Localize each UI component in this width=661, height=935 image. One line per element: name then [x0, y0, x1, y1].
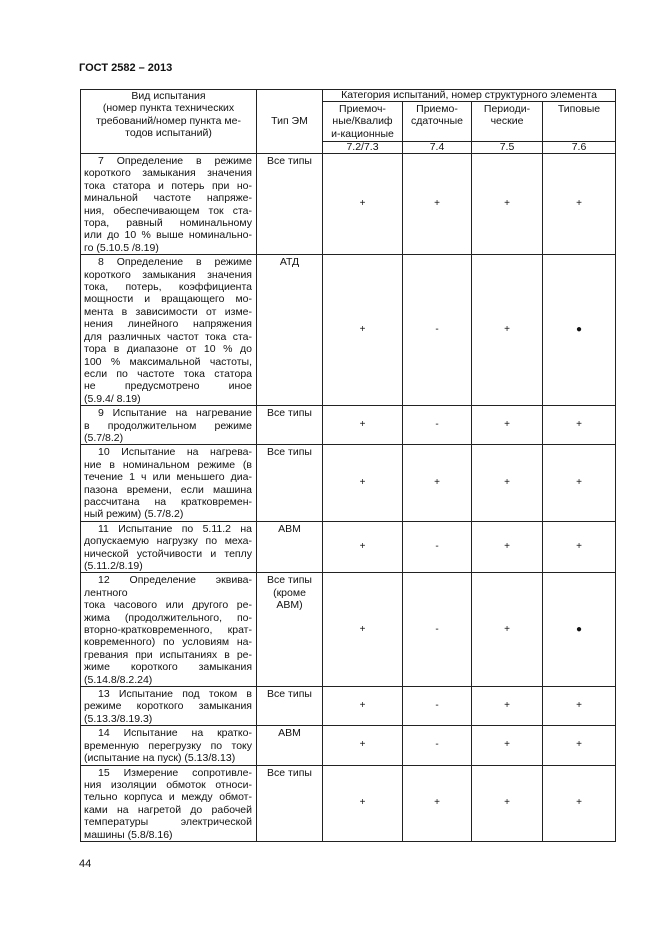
mark-symbol: + — [359, 197, 366, 209]
test-name-line: допускаемую нагрузку по меха- — [84, 535, 252, 548]
mark-symbol: + — [576, 197, 582, 209]
machine-type-cell: Все типы — [257, 687, 323, 726]
document-title: ГОСТ 2582 – 2013 — [79, 62, 173, 74]
test-name-line: 9 Испытание на нагревание — [98, 407, 252, 420]
machine-type-cell: АВМ — [257, 521, 323, 573]
category-header-text: Категория испытаний, номер структурного элемента — [341, 89, 597, 101]
mark-delivery — [403, 573, 472, 687]
column-header-test-text: Вид испытания (номер пункта технических требований/номер пункта ме- тодов испытаний) — [96, 90, 241, 140]
mark-symbol: - — [435, 739, 439, 751]
category-delivery-header — [403, 102, 472, 142]
mark-type — [543, 255, 616, 406]
category-periodic-header — [472, 102, 543, 142]
test-name-line: нения линейного напряжения — [84, 318, 252, 331]
test-name-cell — [81, 154, 257, 255]
test-name-line: ками на нагретой до рабочей — [84, 803, 252, 816]
mark-symbol: + — [359, 739, 366, 751]
table-row — [81, 255, 616, 406]
mark-symbol: + — [576, 699, 582, 711]
test-name-line: тока, потерь, коэффициента — [84, 281, 252, 294]
mark-periodic — [472, 573, 543, 687]
test-name-line: 7 Определение в режиме — [98, 155, 252, 167]
mark-symbol: + — [359, 540, 366, 552]
category-acceptance-number: 7.2/7.3 — [323, 142, 403, 154]
test-name-line: тора в диапазоне от 10 % до — [84, 343, 252, 356]
mark-periodic — [472, 406, 543, 445]
mark-type — [543, 726, 616, 765]
test-name-line: временную перегрузку по току — [84, 739, 252, 752]
mark-symbol: + — [504, 476, 510, 488]
mark-symbol: + — [504, 540, 510, 552]
mark-symbol: + — [359, 476, 366, 488]
mark-acceptance — [323, 573, 403, 687]
test-name-line: короткого замыкания значения — [84, 167, 252, 180]
mark-acceptance — [323, 406, 403, 445]
test-name-line: 14 Испытание на кратко- — [98, 727, 252, 740]
test-name-line: машины (5.8/8.16) — [84, 828, 173, 841]
mark-symbol: + — [504, 419, 510, 431]
machine-type-cell: Все типы (кроме АВМ) — [257, 573, 323, 687]
test-name-cell — [81, 255, 257, 406]
table-body — [81, 154, 616, 842]
test-name-line: в продолжительном режиме — [84, 419, 252, 432]
test-name-line: (испытание на пуск) (5.13/8.13) — [84, 752, 236, 765]
test-name-line: 10 Испытание на нагрева- — [98, 446, 252, 459]
test-name-cell — [81, 573, 257, 687]
column-header-type-text: Тип ЭМ — [271, 115, 308, 128]
test-categories-table — [80, 89, 616, 842]
machine-type-cell: АТД — [257, 255, 323, 406]
category-header — [323, 90, 616, 102]
test-name-line: 13 Испытание под током в — [98, 688, 252, 701]
mark-symbol: + — [504, 739, 510, 751]
test-name-cell — [81, 687, 257, 726]
table-row — [81, 521, 616, 573]
mark-acceptance — [323, 445, 403, 521]
column-header-test — [81, 90, 257, 154]
test-name-line: ния изоляции обмоток относи- — [84, 778, 252, 791]
test-name-line: жима (продолжительного, по- — [84, 611, 252, 624]
bullet-icon: ● — [575, 323, 583, 335]
test-name-line: жиме короткого замыкания — [84, 661, 252, 674]
mark-symbol: + — [576, 540, 582, 552]
mark-symbol: + — [504, 323, 510, 335]
mark-acceptance — [323, 726, 403, 765]
mark-symbol: + — [359, 419, 366, 431]
mark-symbol: + — [576, 797, 582, 809]
mark-acceptance — [323, 154, 403, 255]
test-name-line: минальной частоте напряже- — [84, 192, 252, 205]
mark-type — [543, 154, 616, 255]
test-name-line: 100 % максимальной частоты, — [84, 355, 252, 368]
category-delivery-number: 7.4 — [403, 142, 472, 154]
machine-type-cell: АВМ — [257, 726, 323, 765]
category-type-label: Типовые — [557, 103, 601, 115]
mark-type — [543, 521, 616, 573]
test-name-line: мента в зависимости от изме- — [84, 305, 252, 318]
mark-periodic — [472, 445, 543, 521]
mark-symbol: + — [504, 623, 510, 635]
table-row — [81, 445, 616, 521]
mark-symbol: + — [576, 476, 582, 488]
mark-type — [543, 573, 616, 687]
mark-symbol: + — [359, 623, 366, 635]
test-name-line: или до 10 % выше номинально- — [84, 229, 252, 242]
bullet-icon: ● — [575, 623, 583, 635]
mark-delivery — [403, 726, 472, 765]
mark-periodic — [472, 255, 543, 406]
mark-acceptance — [323, 255, 403, 406]
column-header-type — [257, 90, 323, 154]
test-name-line: течение 1 ч или меньшего диа- — [84, 471, 252, 484]
mark-symbol: + — [359, 323, 366, 335]
mark-periodic — [472, 765, 543, 841]
page-number: 44 — [79, 858, 92, 870]
mark-acceptance — [323, 521, 403, 573]
mark-symbol: - — [435, 540, 439, 552]
test-name-line: гревания при испытаниях в ре- — [84, 648, 252, 661]
test-name-line: температуры электрической — [84, 816, 252, 829]
test-name-line: вторно-кратковременного, крат- — [84, 624, 252, 637]
test-name-line: мощности и вращающего мо- — [84, 293, 252, 306]
test-name-line: тельно корпуса и между обмот- — [84, 791, 252, 804]
test-name-line: (5.7/8.2) — [84, 431, 124, 444]
mark-acceptance — [323, 687, 403, 726]
test-name-line: короткого замыкания значения — [84, 268, 252, 281]
test-name-line: ный режим) (5.7/8.2) — [84, 508, 184, 521]
test-name-line: ковременного) по условиям на- — [84, 636, 252, 649]
mark-symbol: - — [435, 323, 439, 335]
machine-type-cell: Все типы — [257, 154, 323, 255]
category-type-number: 7.6 — [543, 142, 616, 154]
mark-symbol: + — [359, 797, 366, 809]
mark-delivery — [403, 255, 472, 406]
mark-symbol: + — [504, 197, 510, 209]
mark-delivery — [403, 154, 472, 255]
table-row — [81, 573, 616, 687]
test-name-line: (5.11.2/8.19) — [84, 560, 143, 572]
test-name-line: тока часового или другого ре- — [84, 599, 252, 612]
mark-symbol: - — [435, 623, 439, 635]
test-name-cell — [81, 445, 257, 521]
mark-periodic — [472, 687, 543, 726]
category-acceptance-header — [323, 102, 403, 142]
test-name-cell — [81, 406, 257, 445]
test-name-line: (5.14.8/8.2.24) — [84, 673, 153, 686]
mark-periodic — [472, 154, 543, 255]
test-name-line: (5.9.4/ 8.19) — [84, 392, 141, 405]
table-row — [81, 726, 616, 765]
mark-type — [543, 406, 616, 445]
mark-delivery — [403, 765, 472, 841]
category-periodic-label: Периоди- ческие — [483, 103, 531, 128]
table-row — [81, 154, 616, 255]
mark-symbol: + — [576, 739, 582, 751]
table-row — [81, 687, 616, 726]
category-acceptance-label: Приемоч- ные/Квалиф и-кационные — [331, 103, 394, 140]
table-row — [81, 406, 616, 445]
test-name-line: для различных частот тока ста- — [84, 330, 252, 343]
table-row — [81, 765, 616, 841]
mark-delivery — [403, 687, 472, 726]
test-name-line: тока статора и потерь при но- — [84, 179, 252, 192]
test-name-line: ние в номинальном режиме (в — [84, 458, 252, 471]
mark-acceptance — [323, 765, 403, 841]
mark-symbol: + — [504, 797, 510, 809]
test-name-line: если по частоте тока статора — [84, 367, 252, 380]
category-type-header — [543, 102, 616, 142]
mark-delivery — [403, 445, 472, 521]
machine-type-cell: Все типы — [257, 765, 323, 841]
mark-symbol: + — [434, 197, 440, 209]
test-name-cell — [81, 726, 257, 765]
mark-delivery — [403, 521, 472, 573]
test-name-cell — [81, 521, 257, 573]
test-name-line: рассчитана на кратковремен- — [84, 495, 252, 508]
test-name-line: 11 Испытание по 5.11.2 на — [98, 522, 252, 535]
test-name-line: тора, равный номинальному — [84, 217, 252, 230]
machine-type-cell: Все типы — [257, 445, 323, 521]
test-name-line: не предусмотрено иное — [84, 380, 252, 393]
category-periodic-number: 7.5 — [472, 142, 543, 154]
test-name-line: режиме короткого замыкания — [84, 700, 252, 713]
test-name-line: ния, обеспечивающем ток ста- — [84, 204, 252, 217]
mark-symbol: + — [434, 476, 440, 488]
test-name-line: 15 Измерение сопротивле- — [98, 766, 252, 779]
test-name-line: пазона времени, если машина — [84, 483, 252, 496]
mark-type — [543, 765, 616, 841]
mark-symbol: + — [504, 699, 510, 711]
test-name-line: (5.13.3/8.19.3) — [84, 712, 153, 725]
mark-symbol: - — [435, 419, 439, 431]
mark-periodic — [472, 726, 543, 765]
test-name-line: лентного — [84, 586, 128, 599]
mark-symbol: + — [434, 797, 440, 809]
category-delivery-label: Приемо- сдаточные — [411, 103, 463, 128]
test-name-line: 12 Определение эквива- — [98, 574, 252, 587]
test-name-line: нической устойчивости и теплу — [84, 547, 252, 560]
test-name-line: 8 Определение в режиме — [98, 256, 252, 269]
mark-symbol: + — [576, 419, 582, 431]
mark-symbol: + — [359, 699, 366, 711]
mark-type — [543, 445, 616, 521]
test-name-cell — [81, 765, 257, 841]
mark-periodic — [472, 521, 543, 573]
machine-type-cell: Все типы — [257, 406, 323, 445]
mark-type — [543, 687, 616, 726]
test-name-line: го (5.10.5 /8.19) — [84, 241, 159, 254]
mark-delivery — [403, 406, 472, 445]
mark-symbol: - — [435, 699, 439, 711]
